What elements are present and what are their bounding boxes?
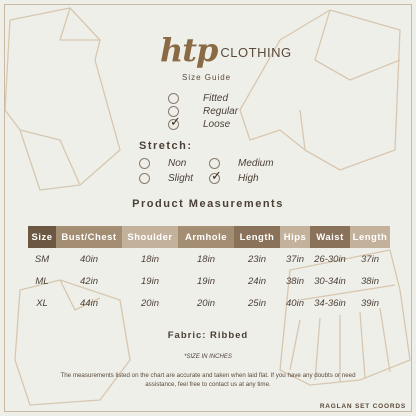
stretch-option-non (139, 156, 209, 171)
table-cell: 20in (197, 297, 215, 309)
table-header-cell: Bust/Chest (56, 226, 122, 248)
table-cell: 44in (80, 297, 98, 309)
table-cell: SM (34, 253, 50, 265)
stretch-option-label: Medium (238, 158, 274, 169)
fit-options (168, 92, 238, 131)
table-header-cell: Waist (310, 226, 350, 248)
fit-option-label: Fitted (203, 93, 229, 104)
table-cell: XL (36, 297, 48, 309)
table-row (28, 248, 390, 270)
table-cell: 18in (141, 253, 159, 265)
fabric-label: Fabric: Ribbed (167, 330, 249, 341)
checked-circle-icon (209, 168, 222, 184)
fit-option-label: Regular (203, 106, 239, 117)
stretch-option-slight (139, 171, 209, 186)
product-name-tag: RAGLAN SET COORDS (319, 403, 406, 410)
table-cell: 37in (361, 253, 379, 265)
fit-option-loose (168, 114, 238, 131)
stretch-options (139, 156, 279, 186)
product-measurements-title: Product Measurements (132, 198, 284, 210)
table-cell: 25in (248, 297, 266, 309)
table-cell: 18in (197, 253, 215, 265)
checkmark-icon: ✓ (170, 114, 181, 129)
stretch-option-label: Slight (168, 173, 194, 184)
table-cell: 19in (197, 275, 215, 287)
table-row (28, 270, 390, 292)
table-header-cell: Hips (280, 226, 310, 248)
table-cell: 20in (141, 297, 159, 309)
fit-option-label: Loose (203, 119, 231, 130)
radio-circle-icon (168, 93, 179, 104)
brand-logo (160, 30, 292, 69)
checked-circle-icon (168, 114, 181, 130)
stretch-option-label: Non (168, 158, 187, 169)
table-row (28, 292, 390, 314)
table-header-row (28, 226, 390, 248)
table-cell: 39in (361, 297, 379, 309)
table-header-cell: Size (28, 226, 56, 248)
measurement-table (28, 226, 390, 314)
brand-word: CLOTHING (220, 45, 292, 60)
radio-circle-icon (139, 158, 150, 169)
table-cell: 34-36in (314, 297, 346, 309)
table-cell: 38in (361, 275, 379, 287)
table-cell: 23in (248, 253, 266, 265)
table-header-cell: Length (350, 226, 390, 248)
table-cell: 19in (141, 275, 159, 287)
table-cell: 38in (286, 275, 304, 287)
table-header-cell: Length (234, 226, 280, 248)
table-cell: 37in (286, 253, 304, 265)
table-header-cell: Shoulder (122, 226, 178, 248)
size-note: *SIZE IN INCHES (184, 354, 232, 360)
radio-circle-icon (139, 173, 150, 184)
table-cell: 26-30in (314, 253, 346, 265)
table-header-cell: Armhole (178, 226, 234, 248)
table-cell: 30-34in (314, 275, 346, 287)
stretch-option-label: High (238, 173, 259, 184)
table-cell: 40in (80, 253, 98, 265)
stretch-title: Stretch: (139, 140, 193, 152)
stretch-option-high (209, 168, 279, 186)
size-guide-title: Size Guide (182, 73, 232, 82)
fit-option-fitted (168, 92, 238, 105)
brand-mark: htp (160, 31, 218, 69)
table-cell: 42in (80, 275, 98, 287)
checkmark-icon: ✓ (211, 168, 222, 183)
table-cell: 24in (248, 275, 266, 287)
table-cell: ML (35, 275, 49, 287)
disclaimer-text: The measurements listed on the chart are accurate and taken when laid flat. If you have any doubts or need assistance, feel free to contact us at any time. (60, 372, 356, 388)
table-cell: 40in (286, 297, 304, 309)
